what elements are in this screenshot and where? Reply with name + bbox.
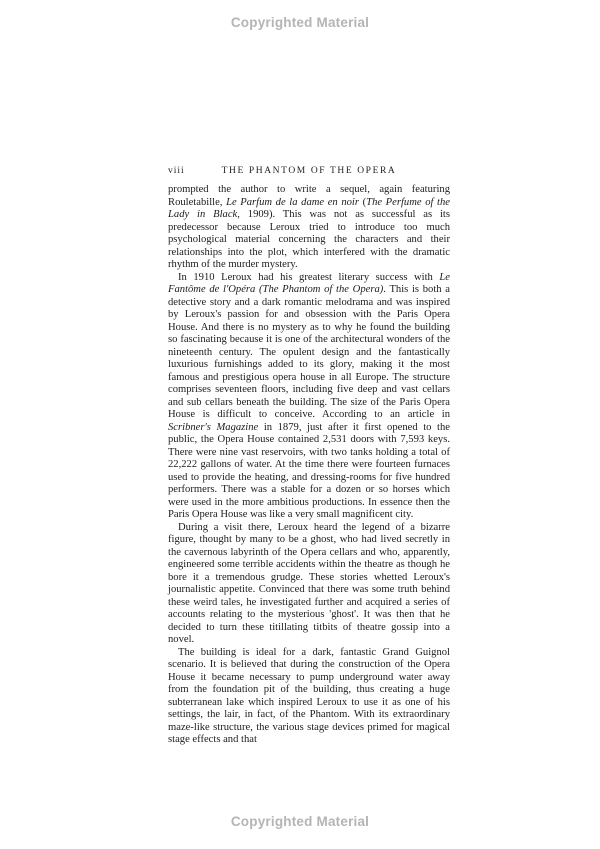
novel-title: Le Fantôme de l'Opéra (The Phantom of the Opera): [168, 271, 450, 295]
page-number: viii: [168, 166, 185, 176]
magazine-title: Scribner's Magazine: [168, 421, 259, 433]
running-title: THE PHANTOM OF THE OPERA: [221, 166, 397, 176]
paragraph-1-text-e: , 1909). This was not as successful as its predecessor because Leroux tried to introduce too much psychological material concerning the characters and their relationships into the plot, which interfered with the dramatic rhythm of the murder mystery.: [168, 209, 450, 270]
paragraph-2-text-a: In 1910 Leroux had his greatest literary success with: [178, 271, 440, 283]
book-title-french: Le Parfum de la dame en noir: [226, 196, 360, 208]
paragraph-1-text-a: prompted the author to write a sequel, again featuring Rouletabille,: [168, 184, 450, 208]
body-text: [168, 184, 450, 747]
paragraph-2: [168, 272, 450, 522]
paragraph-4: The building is ideal for a dark, fantastic Grand Guignol scenario. It is believed that during the construction of the Opera House it became necessary to pump underground water away from the foundation pit of the building, thus creating a huge subterranean lake which inspired Leroux to use it as one of his settings, the lair, in fact, of the Phantom. With its extraordinary maze-like structure, the various stage devices primed for magical stage effects and that: [168, 646, 450, 745]
paragraph-3: During a visit there, Leroux heard the legend of a bizarre figure, thought by many to be a ghost, who had lived secretly in the cavernous labyrinth of the Opera cellars and who, apparently, engineered some terrible accidents within the theatre as though he bore it a tremendous grudge. These stories whetted Leroux's journalistic appetite. Convinced that there was some truth behind these weird tales, he investigated further and acquired a series of accounts relating to the mysterious 'ghost'. It was then that he decided to turn these titillating titbits of theatre gossip into a novel.: [168, 521, 450, 645]
paragraph-1: [168, 184, 450, 272]
copyright-watermark-bottom: Copyrighted Material: [230, 814, 370, 829]
paragraph-2-text-c: . This is both a detective story and a dark romantic melodrama and was inspired by Leroux's passion for and obsession with the Paris Opera House. And there is no mystery as to why he found the building so fascinating because it is one of the architectural wonders of the nineteenth century. The opulent design and the fantastically luxurious furnishings added to its glory, making it the most famous and prestigious opera house in all Europe. The structure comprises seventeen floors, including five deep and vast cellars and sub cellars beneath the building. The size of the Paris Opera House is difficult to conceive. According to an article in: [168, 284, 450, 420]
paragraph-2-text-e: in 1879, just after it first opened to the public, the Opera House contained 2,531 doors with 7,593 keys. There were nine vast reservoirs, with two tanks holding a total of 22,222 gallons of water. At the time there were fourteen furnaces used to provide the heating, and dressing-rooms for five hundred performers. There was a stable for a dozen or so horses which were used in the more ambitious productions. In essence then the Paris Opera House was like a very small magnificent city.: [168, 421, 450, 520]
paragraph-1-text-c: (: [359, 196, 367, 208]
running-head: [168, 166, 450, 180]
book-title-english: The Perfume of the Lady in Black: [168, 196, 450, 220]
copyright-watermark-top: Copyrighted Material: [230, 15, 370, 30]
